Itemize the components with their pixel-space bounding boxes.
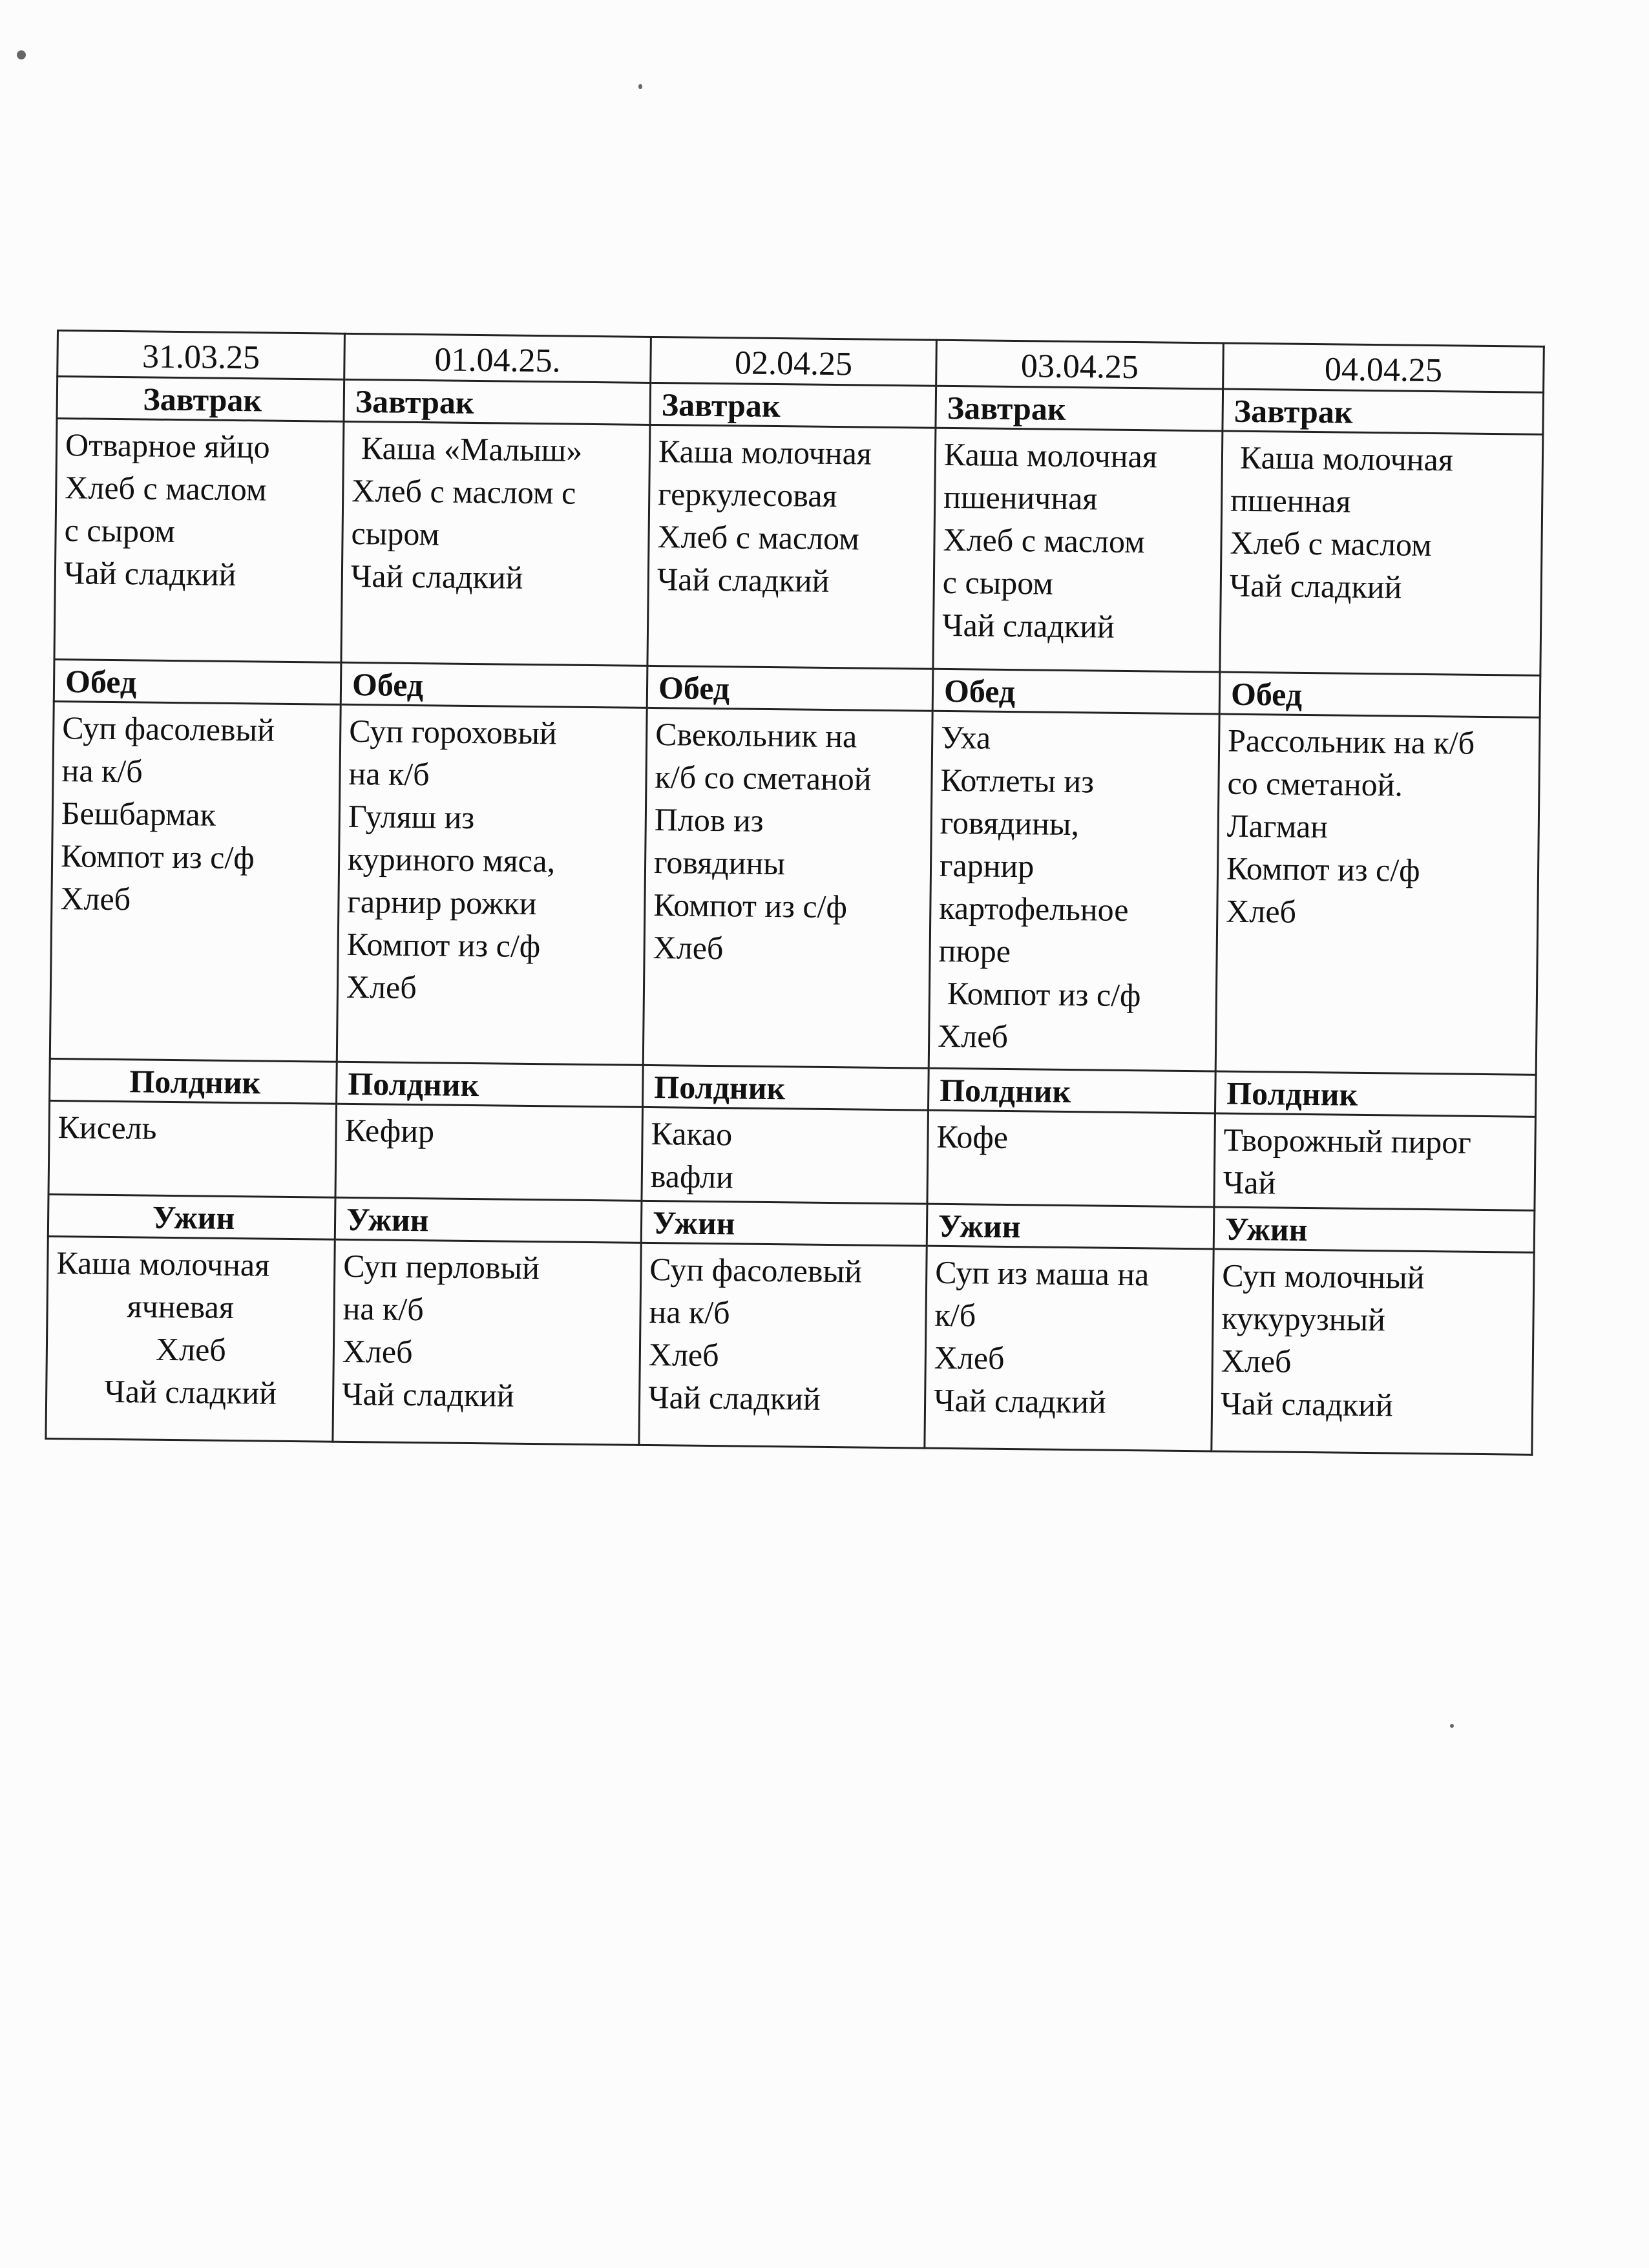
dish-line: Кофе (936, 1118, 1009, 1155)
dish-line: ячневая (127, 1288, 235, 1326)
meal-label: Завтрак (650, 383, 936, 428)
dish-cell (933, 428, 1223, 672)
date-cell: 03.04.25 (936, 340, 1224, 389)
dish-cell (337, 704, 647, 1065)
dish-line: сыром (351, 514, 440, 552)
dish-cell (46, 1236, 335, 1442)
dish-line: на к/б (61, 752, 143, 790)
meal-label: Полдник (50, 1058, 337, 1104)
dish-cell (639, 1243, 927, 1448)
dish-line: Чай сладкий (104, 1372, 277, 1411)
dish-line: Хлеб (653, 929, 724, 967)
dish-line: Каша молочная (943, 436, 1158, 475)
dish-cell (1212, 1249, 1534, 1454)
dish-line: Хлеб с маслом (943, 521, 1146, 560)
dish-line: с сыром (942, 563, 1054, 602)
dish-cell (1214, 1113, 1536, 1210)
date-cell: 04.04.25 (1223, 343, 1544, 392)
dish-line: куриного мяса, (347, 840, 556, 879)
dish-line: Чай сладкий (341, 1375, 515, 1414)
meal-label: Обед (647, 666, 933, 711)
scan-speck (17, 50, 26, 59)
dish-line: Хлеб (342, 1332, 413, 1370)
dish-line: Суп из маша на (934, 1254, 1150, 1293)
dish-line: говядины, (940, 804, 1080, 843)
scan-speck (1450, 1724, 1454, 1728)
dish-line: Каша молочная (56, 1244, 270, 1283)
meal-label: Завтрак (1223, 389, 1544, 434)
meal-label: Полдник (1215, 1071, 1536, 1117)
dish-line: Кефир (344, 1111, 435, 1150)
dish-line: Чай (1223, 1164, 1276, 1201)
date-cell: 02.04.25 (651, 337, 937, 386)
dish-line: Лагман (1226, 807, 1329, 845)
dish-line: Суп молочный (1221, 1257, 1425, 1296)
dish-line: Чай сладкий (941, 606, 1115, 645)
snack-row (48, 1100, 1535, 1210)
dish-line: Чай сладкий (647, 1379, 821, 1417)
dish-line: пшенная (1230, 481, 1351, 520)
dish-line: Хлеб (648, 1336, 719, 1374)
dish-line: Гуляш из (348, 797, 475, 836)
dish-cell (1220, 431, 1543, 675)
dish-cell (929, 711, 1219, 1071)
meal-label: Обед (341, 662, 647, 708)
dish-line: к/б со сметаной (655, 759, 872, 797)
dinner-row (46, 1236, 1534, 1454)
dish-cell (642, 1107, 929, 1204)
dish-line: Суп фасолевый (649, 1251, 863, 1290)
dish-line: Компот из с/ф (60, 837, 255, 876)
dish-line: с сыром (64, 512, 176, 549)
dish-line: Хлеб с маслом с (352, 472, 576, 511)
dish-line: картофельное (939, 889, 1129, 928)
dish-line: Хлеб (1226, 892, 1297, 930)
weekly-menu-table (45, 330, 1544, 1456)
dish-line: Рассольник на к/б (1227, 722, 1475, 761)
dish-line: пшеничная (943, 478, 1098, 517)
dish-line: Компот из с/ф (947, 974, 1141, 1014)
dish-cell (333, 1239, 641, 1445)
dish-cell (50, 701, 341, 1062)
meal-label: Завтрак (57, 377, 344, 422)
dish-line: Хлеб (937, 1017, 1009, 1055)
meal-label: Полдник (337, 1062, 644, 1107)
dish-cell (927, 1110, 1215, 1207)
dish-cell (335, 1104, 643, 1201)
dish-line: Чай сладкий (63, 554, 236, 593)
meal-label: Ужин (641, 1201, 927, 1246)
dish-line: Чай сладкий (1220, 1385, 1393, 1423)
dish-cell (643, 708, 932, 1068)
meal-label: Ужин (335, 1197, 642, 1243)
meal-label: Полдник (929, 1068, 1216, 1113)
dish-line: Хлеб (934, 1339, 1005, 1376)
dish-line: Суп гороховый (349, 712, 558, 751)
dish-line: Котлеты из (940, 761, 1095, 800)
dish-line: Каша «Малыш» (361, 430, 583, 468)
date-cell: 31.03.25 (58, 331, 345, 380)
dish-line: Чай сладкий (1229, 567, 1402, 605)
menu-table-container (45, 330, 1542, 1456)
dish-line: кукурузный (1221, 1299, 1386, 1338)
dish-cell (647, 425, 936, 669)
dish-cell (1215, 714, 1540, 1075)
dish-line: Хлеб с маслом (1230, 524, 1433, 563)
meal-label: Завтрак (936, 386, 1223, 431)
dish-line: гарнир (939, 846, 1035, 885)
dish-line: Кисель (58, 1109, 157, 1146)
dish-line: Хлеб (155, 1330, 227, 1368)
dish-cell (48, 1100, 337, 1197)
dish-line: со сметаной. (1227, 764, 1403, 803)
meal-label: Обед (932, 669, 1220, 714)
meal-label: Ужин (927, 1204, 1214, 1249)
dish-line: Творожный пирог (1223, 1121, 1472, 1160)
dish-cell (925, 1246, 1213, 1451)
dish-line: Хлеб (1221, 1342, 1292, 1380)
dish-line: вафли (650, 1158, 734, 1195)
dish-line: Хлеб с маслом (65, 469, 267, 508)
meal-label: Завтрак (344, 379, 651, 425)
dish-line: Хлеб (60, 880, 131, 918)
dish-line: Компот из с/ф (653, 887, 848, 925)
meal-label: Ужин (1213, 1207, 1535, 1252)
dish-line: Какао (651, 1115, 733, 1153)
dish-line: Чай сладкий (933, 1381, 1106, 1420)
dish-line: на к/б (348, 755, 430, 793)
dish-line: Бешбармак (61, 795, 216, 833)
dish-line: Компот из с/ф (1226, 850, 1420, 888)
dish-line: геркулесовая (658, 476, 837, 514)
dish-line: Суп фасолевый (62, 709, 275, 748)
lunch-row (50, 701, 1540, 1075)
dish-line: Суп перловый (343, 1247, 540, 1286)
dish-line: на к/б (649, 1294, 730, 1331)
dish-line: гарнир рожки (347, 883, 537, 922)
dish-line: на к/б (342, 1290, 425, 1328)
dish-line: Плов из (654, 801, 764, 839)
date-cell: 01.04.25. (344, 333, 651, 383)
dish-line: пюре (938, 932, 1011, 970)
dish-line: Каша молочная (1239, 439, 1454, 478)
meal-label: Обед (1219, 672, 1540, 717)
dish-line: Компот из с/ф (346, 925, 541, 965)
dish-line: Хлеб (346, 968, 417, 1006)
dish-line: Отварное яйцо (65, 426, 271, 465)
dish-line: Каша молочная (658, 433, 872, 472)
dish-cell (341, 421, 650, 666)
dish-line: к/б (934, 1296, 976, 1334)
breakfast-row (54, 419, 1543, 676)
dish-line: говядины (653, 844, 786, 882)
dish-line: Уха (940, 719, 991, 756)
dish-cell (54, 419, 344, 663)
dish-line: Хлеб с маслом (657, 518, 860, 557)
dish-line: Чай сладкий (350, 557, 523, 596)
meal-label: Ужин (48, 1194, 335, 1239)
dish-line: Чай сладкий (656, 561, 830, 599)
meal-label: Полдник (643, 1065, 929, 1110)
dish-line: Свекольник на (655, 716, 857, 755)
scan-speck (638, 84, 642, 89)
meal-label: Обед (54, 659, 341, 704)
